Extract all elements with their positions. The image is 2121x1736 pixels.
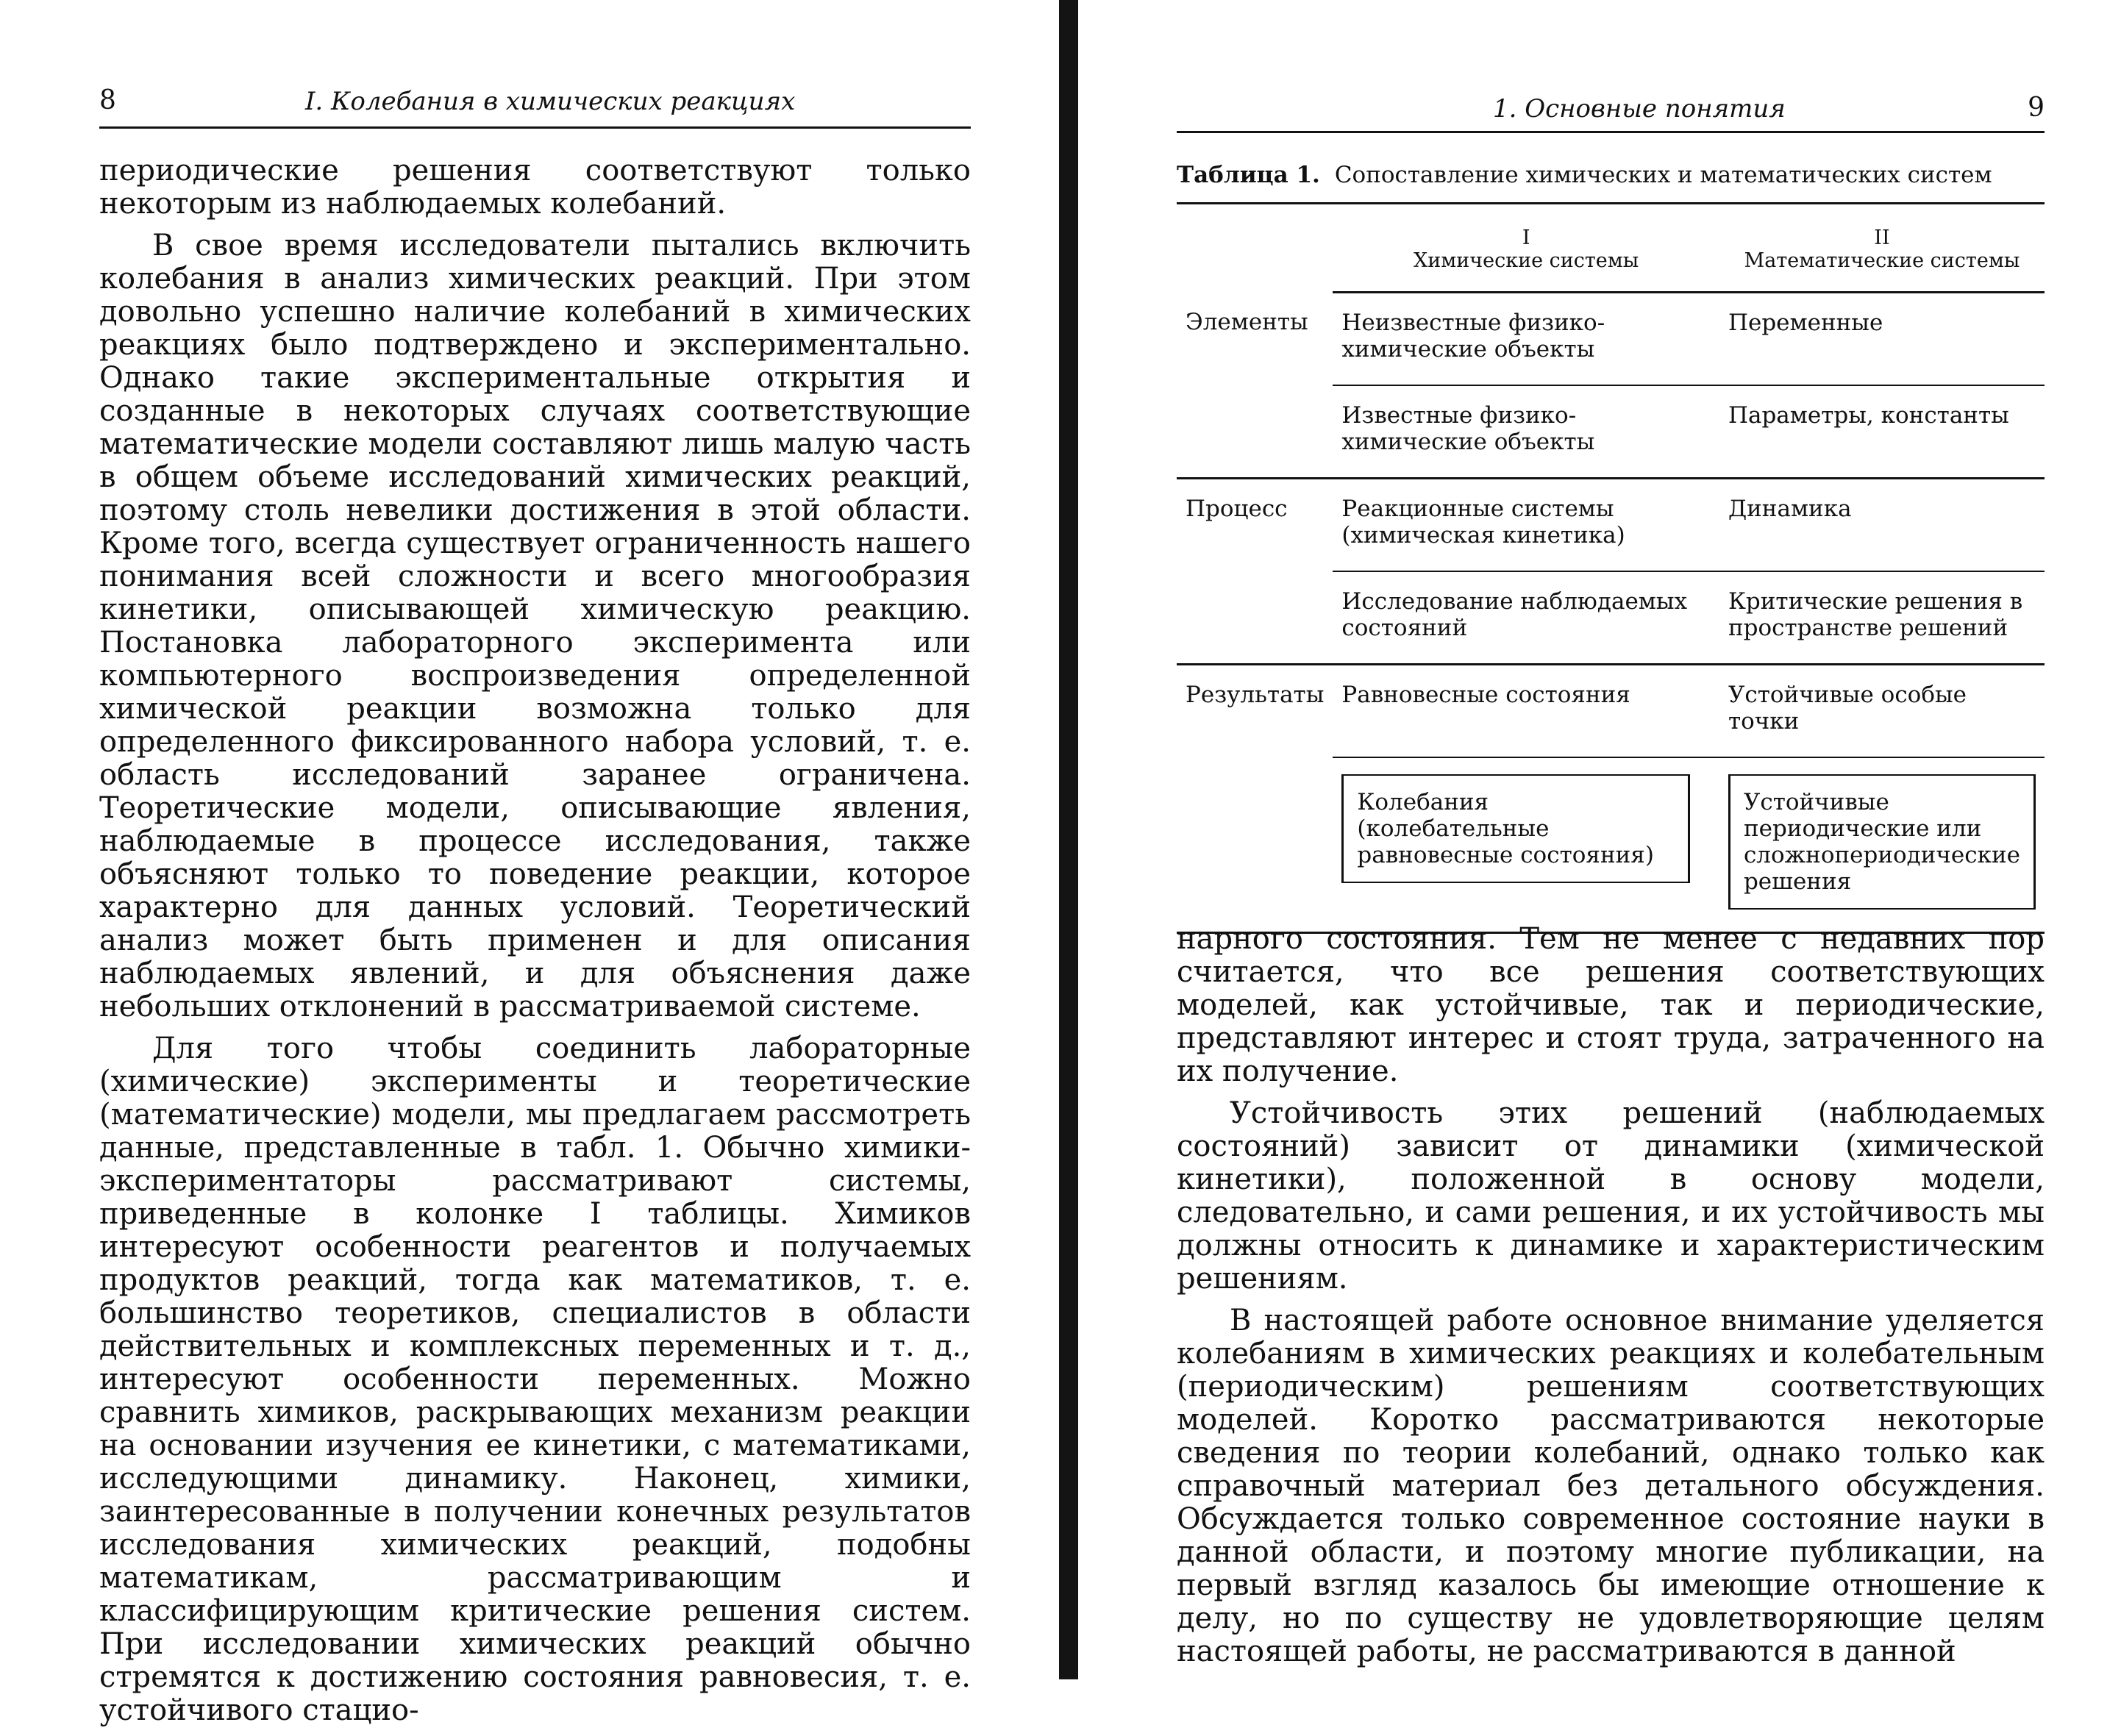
table-header-row xyxy=(1177,204,2045,293)
right-running-head xyxy=(1177,94,2045,133)
table-cell: Исследование наблюдаемых состояний xyxy=(1333,571,1719,665)
right-body-text xyxy=(1177,923,2045,1677)
left-paragraph-3: Для того чтобы соединить лабораторные (химические) эксперименты и теоретические (математические) модели, мы предлагаем рассмотреть данные, представленные в табл. 1. Обычно химики-экспериментаторы рассматривают системы, приведенные в колонке I таблицы. Химиков интересуют особенности реагентов и получаемых продуктов реакций, тогда как математиков, т. е. большинство теоретиков, специалистов в области действительных и комплексных переменных и т. д., интересуют особенности переменных. Можно сравнить химиков, раскрывающих механизм реакции на основании изучения ее кинетики, с математиками, исследующими динамику. Наконец, химики, заинтересованные в получении конечных результатов исследования химических реакций, подобны математикам, рассматривающим и классифицирующим критические решения систем. При исследовании химических реакций обычно стремятся к достижению состояния равновесия, т. е. устойчивого стацио- xyxy=(99,1032,971,1727)
left-page-number: 8 xyxy=(99,85,116,115)
table-cell: Известные физико-химические объекты xyxy=(1333,385,1719,479)
table-col2-header: II Математические системы xyxy=(1719,204,2045,293)
table-group-label: Элементы xyxy=(1186,308,1308,335)
table-row xyxy=(1177,665,2045,758)
book-gutter xyxy=(1059,0,1078,1679)
table-boxed-cell: Устойчивые периодические или сложнопериодические решения xyxy=(1728,774,2036,910)
table-col1-header: I Химические системы xyxy=(1333,204,1719,293)
table-row xyxy=(1177,385,2045,479)
table-row xyxy=(1177,293,2045,386)
left-running-head xyxy=(99,82,971,129)
right-paragraph-1: нарного состояния. Тем не менее с недавних пор считается, что все решения соответствующих моделей, как устойчивые, так и периодические, представляют интерес и стоят труда, затраченного на их получение. xyxy=(1177,922,2045,1088)
table-cell: Устойчивые особые точки xyxy=(1719,665,2045,758)
comparison-table xyxy=(1177,202,2045,934)
left-running-title: I. Колебания в химических реакциях xyxy=(305,87,796,116)
right-paragraph-2: Устойчивость этих решений (наблюдаемых состояний) зависит от динамики (химической кинетики), положенной в основу модели, следовательно, и сами решения, и их устойчивость мы должны относить к динамике и характеристическим решениям. xyxy=(1177,1096,2045,1296)
table-cell: Реакционные системы (химическая кинетика) xyxy=(1333,479,1719,572)
table-caption xyxy=(1177,162,1992,188)
table-title: Сопоставление химических и математических систем xyxy=(1334,162,1992,188)
table-cell: Параметры, константы xyxy=(1719,385,2045,479)
table-label: Таблица 1. xyxy=(1177,162,1320,188)
table-cell: Переменные xyxy=(1728,310,1883,336)
table-group-label: Результаты xyxy=(1177,665,1333,758)
right-running-title: 1. Основные понятия xyxy=(1493,94,1786,124)
table-cell: Равновесные состояния xyxy=(1333,665,1719,758)
left-paragraph-2: В свое время исследователи пытались включить колебания в анализ химических реакций. При этом довольно успешно наличие колебаний в химических реакциях было подтверждено и экспериментально. Однако такие экспериментальные открытия и созданные в некоторых случаях соответствующие математические модели составляют лишь малую часть в общем объеме исследований химических реакций, поэтому столь невелики достижения в этой области. Кроме того, всегда существует ограниченность нашего понимания всей сложности и всего многообразия кинетики, описывающей химическую реакцию. Постановка лабораторного эксперимента или компьютерного воспроизведения определенной химической реакции возможна только для определенного фиксированного набора условий, т. е. область исследований заранее ограничена. Теоретические модели, описывающие явления, наблюдаемые в процессе исследования, также объясняют только то поведение реакции, которое характерно для данных условий. Теоретический анализ может быть применен и для описания наблюдаемых явлений, и для объяснения даже небольших отклонений в рассматриваемой системе. xyxy=(99,229,971,1024)
table-cell: Критические решения в пространстве решений xyxy=(1719,571,2045,665)
table-cell: Неизвестные физико-химические объекты xyxy=(1341,310,1605,362)
right-paragraph-3: В настоящей работе основное внимание уделяется колебаниям в химических реакциях и колебательным (периодическим) решениям соответствующих моделей. Коротко рассматриваются некоторые сведения по теории колебаний, однако только как справочный материал без детального обсуждения. Обсуждается только современное состояние науки в данной области, и поэтому многие публикации, на первый взгляд казалось бы имеющие отношение к делу, но по существу не удовлетворяющие целям настоящей работы, не рассматриваются в данной xyxy=(1177,1304,2045,1668)
table-boxed-cell: Колебания (колебательные равновесные состояния) xyxy=(1341,774,1690,883)
left-body-text xyxy=(99,154,971,1736)
table-row xyxy=(1177,757,2045,933)
right-page-number: 9 xyxy=(2028,93,2045,123)
table-group-label: Процесс xyxy=(1177,479,1333,572)
left-paragraph-1: периодические решения соответствуют только некоторым из наблюдаемых колебаний. xyxy=(99,154,971,221)
table-cell: Динамика xyxy=(1719,479,2045,572)
table-row xyxy=(1177,479,2045,572)
table-row xyxy=(1177,571,2045,665)
